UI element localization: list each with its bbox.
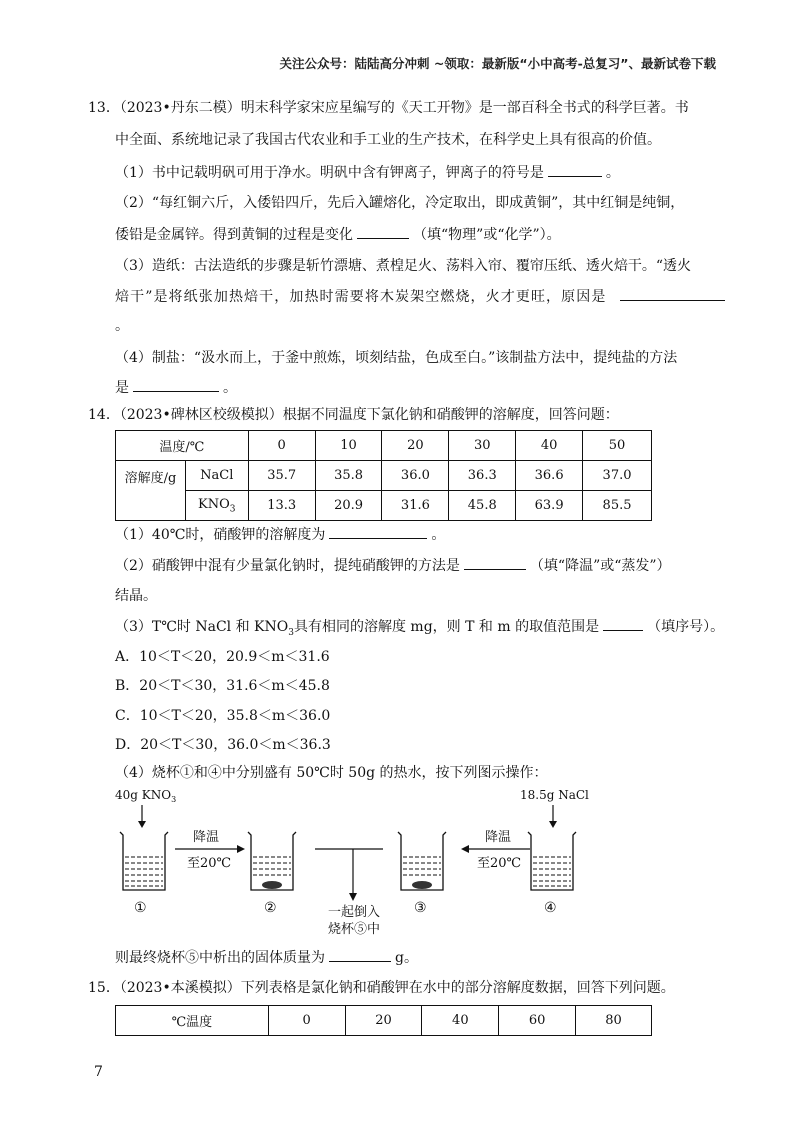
q15-temp-cell: 20 — [345, 1006, 422, 1036]
nacl-cell: 35.8 — [315, 461, 382, 491]
beaker-diagram — [115, 785, 715, 940]
temp-cell: 20 — [382, 431, 449, 461]
q15-stem: 15．（2023•本溪模拟）下列表格是氯化钠和硝酸钾在水中的部分溶解度数据，回答下列问题。 — [88, 980, 675, 996]
q13-part4-end: 。 — [223, 380, 237, 396]
temp-cell: 40 — [516, 431, 583, 461]
q13-part2-blank[interactable] — [357, 224, 409, 239]
arrow-head-icon — [237, 845, 245, 853]
q14-part2-end: （填“降温”或“蒸发”） — [529, 558, 671, 574]
q13-part2-text: 倭铅是金属锌。得到黄铜的过程是变化 — [115, 227, 353, 243]
kno3-label-sub: 3 — [229, 504, 236, 515]
table-row — [116, 491, 652, 521]
q13-part2-end: （填“物理”或“化学”）。 — [413, 227, 561, 243]
arrow-head-icon — [549, 821, 557, 828]
q13-part1 — [115, 162, 620, 183]
q13-part4-blank[interactable] — [133, 377, 219, 392]
q14-solubility-table — [115, 430, 652, 521]
cool-label-1a: 降温 — [193, 830, 220, 845]
q15-temp-cell: 0 — [268, 1006, 345, 1036]
kno3-cell: 63.9 — [516, 491, 583, 521]
q15-temp-cell: 60 — [499, 1006, 576, 1036]
q15-temp-header: ℃温度 — [116, 1006, 269, 1036]
q14-part3-mid: 具有相同的溶解度 mg，则 T 和 m 的取值范围是 — [293, 619, 600, 635]
table-row — [116, 431, 652, 461]
q14-part4-q-end: g。 — [395, 950, 418, 966]
cool-label-2a: 降温 — [485, 830, 512, 845]
temp-cell: 10 — [315, 431, 382, 461]
kno3-addition-label: 40g $KNO_3$ — [115, 788, 177, 804]
nacl-cell: 36.6 — [516, 461, 583, 491]
temp-header: 温度/℃ — [116, 431, 249, 461]
nacl-cell: 37.0 — [583, 461, 652, 491]
q15-temp-cell: 80 — [576, 1006, 652, 1036]
option-c[interactable]: C．10＜T＜20，35.8＜m＜36.0 — [115, 708, 331, 724]
q13-part4-line1: （4）制盐：“汲水而上，于釜中煎炼，顷刻结盐，色成至白。”该制盐方法中，提纯盐的方法 — [115, 350, 678, 366]
q14-part4-q-text: 则最终烧杯⑤中析出的固体质量为 — [115, 950, 325, 966]
q13-part1-text: （1）书中记载明矾可用于净水。明矾中含有钾离子，钾离子的符号是 — [115, 165, 544, 181]
temp-cell: 30 — [449, 431, 516, 461]
arrow-head-icon — [461, 845, 469, 853]
option-a[interactable]: A．10＜T＜20，20.9＜m＜31.6 — [115, 649, 330, 665]
beaker-4-label: ④ — [544, 900, 557, 916]
q14-part3-blank[interactable] — [603, 616, 643, 631]
q14-part2-text: （2）硝酸钾中混有少量氯化钠时，提纯硝酸钾的方法是 — [115, 558, 460, 574]
temp-cell: 50 — [583, 431, 652, 461]
q14-stem: 14．（2023•碑林区校级模拟）根据不同温度下氯化钠和硝酸钾的溶解度，回答问题： — [88, 407, 619, 423]
precipitate-icon — [262, 881, 282, 889]
arrow-head-icon — [138, 821, 146, 828]
kno3-cell: 13.3 — [248, 491, 315, 521]
q14-part1-end: 。 — [431, 527, 446, 543]
q14-part1-blank[interactable] — [329, 524, 427, 539]
q14-part3-sub: 3 — [288, 627, 294, 638]
q14-part4-blank[interactable] — [329, 947, 391, 962]
kno3-cell: 31.6 — [382, 491, 449, 521]
q13-part3-line3: 。 — [115, 318, 129, 334]
q13-part1-blank[interactable] — [548, 162, 602, 177]
cool-label-1b: 至20℃ — [187, 856, 232, 871]
precipitate-icon — [412, 881, 432, 889]
temp-cell: 0 — [248, 431, 315, 461]
q14-part4: （4）烧杯①和④中分别盛有 50℃时 50g 的热水，按下列图示操作： — [115, 765, 548, 781]
q13-stem-line2: 中全面、系统地记录了我国古代农业和手工业的生产技术，在科学史上具有很高的价值。 — [115, 132, 661, 148]
q13-part3-line2 — [115, 286, 729, 307]
nacl-label: NaCl — [185, 461, 248, 491]
solubility-header: 溶解度/g — [116, 461, 186, 521]
nacl-cell: 35.7 — [248, 461, 315, 491]
kno3-cell: 85.5 — [583, 491, 652, 521]
q14-part3-pre: （3）T℃时 NaCl 和 KNO — [115, 619, 289, 635]
q14-part2-line1 — [115, 555, 671, 576]
nacl-cell: 36.0 — [382, 461, 449, 491]
kno3-cell: 45.8 — [449, 491, 516, 521]
q13-part4-line2 — [115, 377, 237, 398]
q14-part1-text: （1）40℃时，硝酸钾的溶解度为 — [115, 527, 326, 543]
nacl-addition-label: 18.5g NaCl — [520, 788, 589, 802]
table-row — [116, 461, 652, 491]
q13-part2-line2 — [115, 224, 561, 245]
q14-part1 — [115, 524, 445, 545]
q14-part2-line2: 结晶。 — [115, 588, 157, 604]
q13-part3-blank[interactable] — [620, 286, 725, 301]
kno3-cell: 20.9 — [315, 491, 382, 521]
option-b[interactable]: B．20＜T＜30，31.6＜m＜45.8 — [115, 678, 330, 694]
option-d[interactable]: D．20＜T＜30，36.0＜m＜36.3 — [115, 737, 331, 753]
q14-part3-end: （填序号）。 — [647, 619, 725, 635]
arrow-head-icon — [349, 893, 357, 901]
beaker-1-label: ① — [134, 900, 147, 916]
q14-part2-blank[interactable] — [464, 555, 526, 570]
nacl-cell: 36.3 — [449, 461, 516, 491]
kno3-label-text: KNO — [198, 496, 230, 512]
pour-label-1: 一起倒入 — [328, 905, 381, 920]
q15-table — [115, 1005, 652, 1036]
q13-part2-line1: （2）“每红铜六斤，入倭铅四斤，先后入罐熔化，冷定取出，即成黄铜”，其中红铜是纯铜， — [115, 195, 685, 211]
kno3-label — [185, 491, 248, 521]
q14-part3 — [115, 616, 724, 643]
cool-label-2b: 至20℃ — [477, 856, 522, 871]
beaker-2-label: ② — [264, 900, 277, 916]
q14-part4-question — [115, 947, 418, 968]
q13-part3-text: 焙干”是将纸张加热焙干，加热时需要将木炭架空燃烧，火才更旺，原因是 — [115, 289, 607, 305]
page-number: 7 — [94, 1064, 103, 1080]
q13-part4-text: 是 — [115, 380, 129, 396]
page-header: 关注公众号：陆陆高分冲刺 ~领取：最新版“小中高考-总复习”、最新试卷下载 — [279, 56, 716, 71]
beaker-3-label: ③ — [414, 900, 427, 916]
q15-temp-cell: 40 — [422, 1006, 499, 1036]
pour-label-2: 烧杯⑤中 — [328, 922, 381, 937]
table-row — [116, 1006, 652, 1036]
q13-stem-line1: 13．（2023•丹东二模）明末科学家宋应星编写的《天工开物》是一部百科全书式的科学巨著。书 — [88, 100, 689, 116]
q13-part3-line1: （3）造纸：古法造纸的步骤是斩竹漂塘、煮楻足火、荡料入帘、覆帘压纸、透火焙干。“透火 — [115, 258, 692, 274]
q13-part1-end: 。 — [605, 165, 620, 181]
